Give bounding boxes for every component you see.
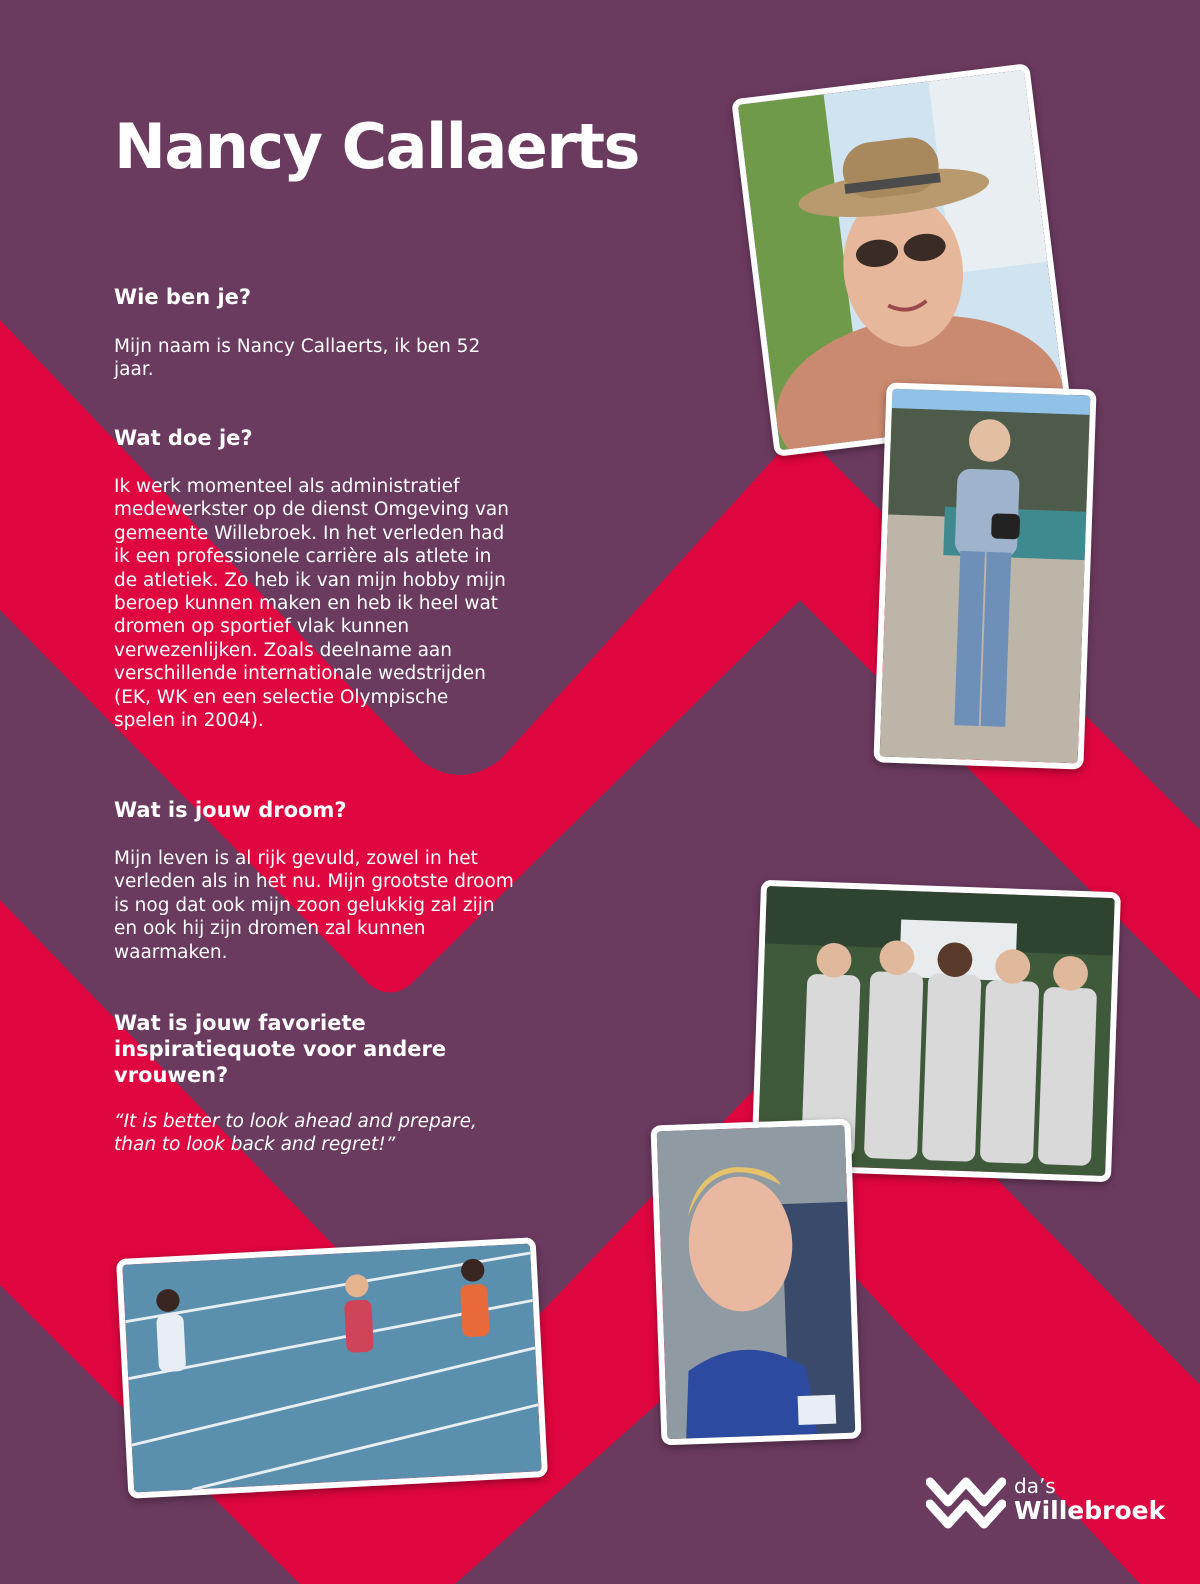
photo-athlete-closeup	[650, 1119, 861, 1446]
photo-beach	[873, 382, 1096, 769]
section-heading-quote: Wat is jouw favoriete inspiratiequote voor andere vrouwen?	[114, 1011, 447, 1087]
section-body-work: Ik werk momenteel als administratief medewerkster op de dienst Omgeving van gemeente Willebroek. In het verleden had ik een professionele carrière als atlete in de atletiek. Zo heb ik van mijn hobby mijn beroep kunnen maken en heb ik heel wat dromen op sportief vlak kunnen verwezenlijken. Zoals deelname aan verschillende internationale wedstrijden (EK, WK en een selectie Olympische spelen in 2004).	[114, 476, 509, 732]
section-heading-who: Wie ben je?	[114, 285, 252, 309]
logo-tagline: da’s	[1014, 1474, 1056, 1498]
section-body-dream: Mijn leven is al rijk gevuld, zowel in het verleden als in het nu. Mijn grootste droom is nog dat ook mijn zoon gelukkig zal zijn en ook hij zijn dromen zal kunnen waarmaken.	[114, 848, 514, 963]
logo-wordmark: Willebroek	[1014, 1496, 1166, 1525]
photo-race-track	[116, 1237, 548, 1499]
section-heading-work: Wat doe je?	[114, 426, 253, 450]
section-body-who: Mijn naam is Nancy Callaerts, ik ben 52 jaar.	[114, 336, 481, 381]
willebroek-logo-icon	[926, 1474, 1006, 1534]
page-title: Nancy Callaerts	[114, 110, 639, 183]
inspiration-quote: “It is better to look ahead and prepare, than to look back and regret!”	[114, 1111, 477, 1156]
section-heading-dream: Wat is jouw droom?	[114, 798, 347, 822]
